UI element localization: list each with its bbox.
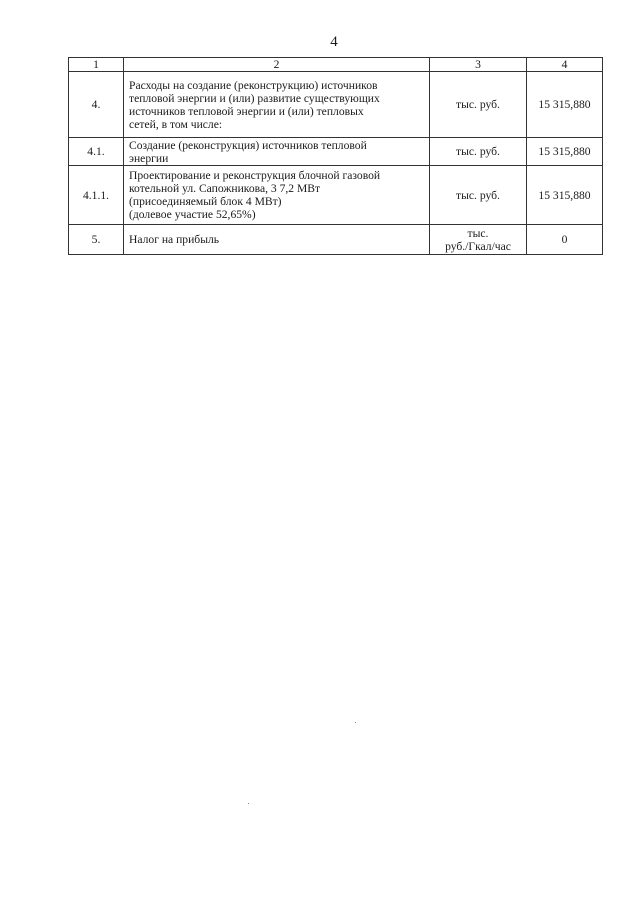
row-value: 15 315,880 (527, 72, 603, 138)
table-header-row (69, 58, 603, 72)
row-value: 15 315,880 (527, 138, 603, 166)
table-row (69, 166, 603, 225)
page-number: 4 (330, 34, 338, 50)
row-number: 5. (69, 225, 124, 255)
scan-speck (248, 803, 249, 804)
row-unit-text: тыс. руб./Гкал/час (445, 226, 511, 253)
table-row (69, 72, 603, 138)
scan-speck (355, 722, 356, 723)
row-value: 15 315,880 (527, 166, 603, 225)
row-unit: тыс. руб. (430, 138, 527, 166)
row-unit (430, 225, 527, 255)
row-name (124, 138, 430, 166)
indicators-table (68, 57, 603, 255)
row-name-text: Создание (реконструкция) источников тепловой энергии (129, 138, 367, 165)
table-row (69, 225, 603, 255)
row-name (124, 166, 430, 225)
row-number: 4.1.1. (69, 166, 124, 225)
row-unit: тыс. руб. (430, 72, 527, 138)
row-name-text: Расходы на создание (реконструкцию) источников тепловой энергии и (или) развитие существующих источников тепловой энергии и (или) тепловых сетей, в том числе: (129, 78, 380, 131)
row-name (124, 225, 430, 255)
row-unit: тыс. руб. (430, 166, 527, 225)
row-name-text: Проектирование и реконструкция блочной газовой котельной ул. Сапожникова, 3 7,2 МВт (присоединяемый блок 4 МВт) (долевое участие 52,65%) (129, 169, 381, 221)
header-col-3: 3 (430, 58, 527, 72)
row-name-text: Налог на прибыль (129, 233, 220, 246)
header-col-2: 2 (124, 58, 430, 72)
header-col-4: 4 (527, 58, 603, 72)
row-number: 4. (69, 72, 124, 138)
row-value: 0 (527, 225, 603, 255)
row-name (124, 72, 430, 138)
header-col-1: 1 (69, 58, 124, 72)
table-row (69, 138, 603, 166)
row-number: 4.1. (69, 138, 124, 166)
